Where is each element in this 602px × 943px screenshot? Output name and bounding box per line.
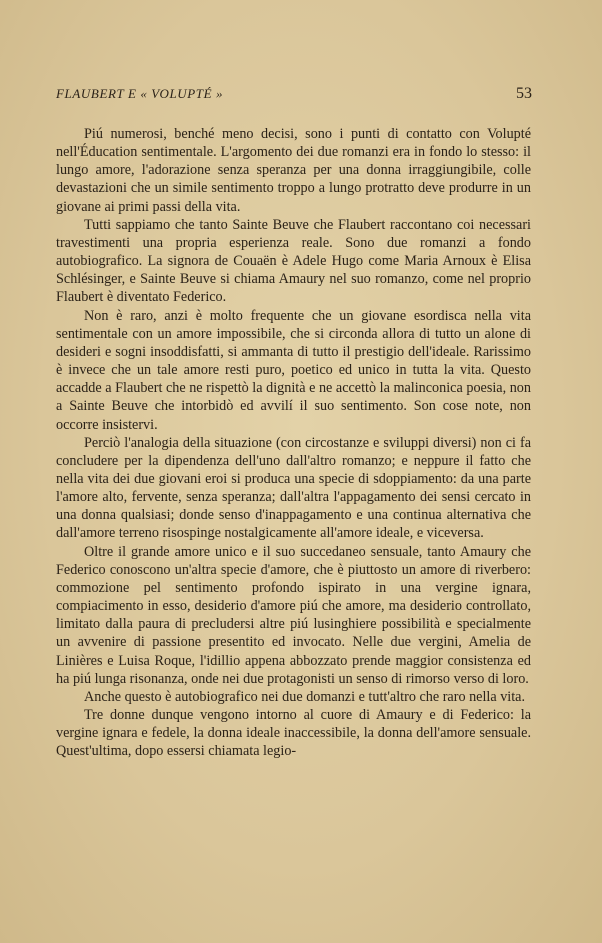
paragraph: Non è raro, anzi è molto frequente che un giovane esordisca nella vita sentimentale con un amore impossibile, che si circonda allora di tutto un alone di desideri e sogni insoddisfatti, si ammanta di tutto il prestigio dell'ideale. Rarissimo è invece che un tale amore resti puro, poetico ed unico in tutta la vita. Questo accadde a Flaubert che ne rispettò la dignità e ne accettò la malinconica poesia, non a Sainte Beuve che intorbidò ed avvilí il suo sentimento. Son cose note, non occorre insistervi. [56,307,531,433]
paragraph: Tutti sappiamo che tanto Sainte Beuve che Flaubert raccontano coi necessari travestimenti una propria esperienza reale. Sono due romanzi a fondo autobiografico. La signora de Couaën è Adele Hugo come Maria Arnoux è Elisa Schlésinger, e Sainte Beuve si chiama Amaury nel suo romanzo, come nel proprio Flaubert è diventato Federico. [56,216,531,306]
paragraph: Oltre il grande amore unico e il suo succedaneo sensuale, tanto Amaury che Federico conoscono un'altra specie d'amore, che è piuttosto un amore di riverbero: commozione pel sentimento profondo ispirato in una vergine ignara, compiacimento in esso, desiderio d'amore piú che amore, ma desiderio controllato, limitato dalla paura di precludersi altre piú lusinghiere possibilità e specialmente un avvenire di passione presentito ed invocato. Nelle due vergini, Amelia de Linières e Luisa Roque, l'idillio appena abbozzato prende maggior consistenza ed ha piú lunga risonanza, onde nei due protagonisti un senso di rimorso verso di loro. [56,543,531,687]
paragraph: Piú numerosi, benché meno decisi, sono i punti di contatto con Volupté nell'Éducation sentimentale. L'argomento dei due romanzi era in fondo lo stesso: il lungo amore, l'adorazione senza speranza per una donna irraggiungibile, colle devastazioni che un simile sentimento troppo a lungo protratto deve produrre in un giovane ai primi passi della vita. [56,126,531,215]
body-text [56,125,531,760]
paragraph: Anche questo è autobiografico nei due domanzi e tutt'altro che raro nella vita. [84,688,526,705]
paragraph: Tre donne dunque vengono intorno al cuore di Amaury e di Federico: la vergine ignara e fedele, la donna ideale inaccessibile, la donna dell'amore sensuale. Quest'ultima, dopo essersi chiamata legio- [56,707,531,760]
paragraph: Perciò l'analogia della situazione (con circostanze e sviluppi diversi) non ci fa concludere per la dipendenza dell'uno dall'altro romanzo; e neppure il fatto che nella vita dei due giovani eroi si produca una specie di sdoppiamento: da una parte l'amore alto, fervente, senza speranza; dall'altra l'appagamento dei sensi cercato in una donna qualsiasi; donde senso d'inappagamento e una continua alternativa che dall'amore terreno risospinge nostalgicamente all'amore ideale, e viceversa. [56,434,531,542]
running-title: FLAUBERT E « VOLUPTÉ » [56,86,224,101]
page-number: 53 [516,85,532,102]
